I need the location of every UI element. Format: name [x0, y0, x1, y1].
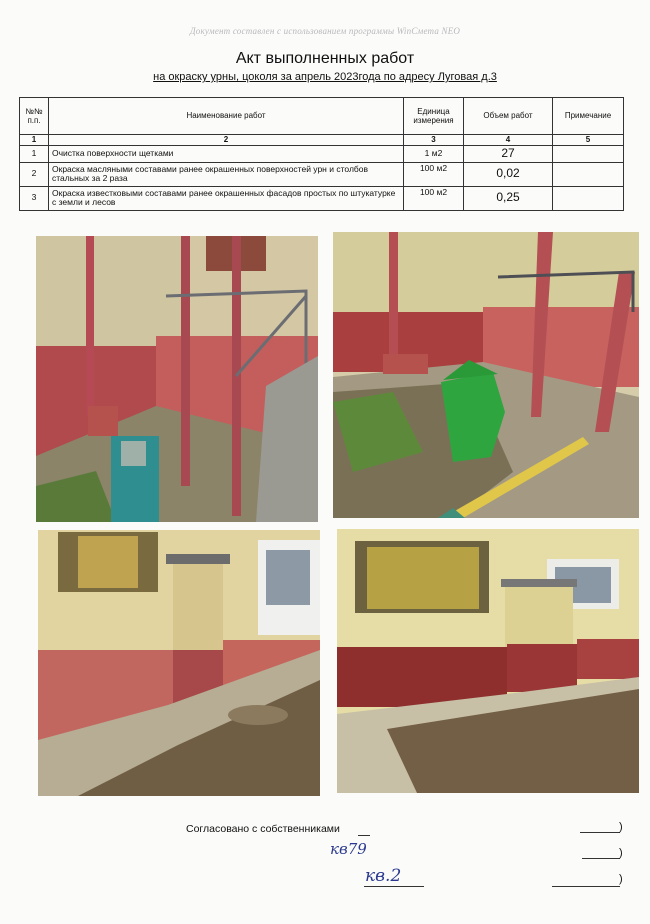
col-number: 5 — [553, 135, 624, 146]
table-header-row — [20, 98, 624, 135]
handwritten-apartment-2: кв.2 — [365, 866, 402, 886]
photo-porch-urn-left — [36, 236, 318, 522]
col-number: 4 — [464, 135, 553, 146]
column-numbers-row — [20, 135, 624, 146]
photo-porch-urn-right — [333, 232, 639, 518]
row-volume: 0,02 — [464, 162, 553, 186]
col-number: 1 — [20, 135, 49, 146]
table-row — [20, 162, 624, 186]
signature-line-2 — [582, 858, 620, 859]
photo-wall-corner-left — [38, 530, 320, 796]
row-volume: 0,25 — [464, 186, 553, 210]
signature-paren-3: ) — [619, 873, 623, 885]
document-subtitle: на окраску урны, цоколя за апрель 2023года по адресу Луговая д.3 — [153, 71, 497, 83]
handwritten-apartment-1: кв79 — [330, 840, 367, 858]
row-note — [553, 186, 624, 210]
signature-line-3 — [364, 886, 424, 887]
header-num: №№ п.п. — [20, 98, 49, 135]
signature-paren-1: ) — [619, 821, 623, 833]
row-num: 1 — [20, 146, 49, 163]
row-unit: 1 м2 — [404, 146, 464, 163]
works-table — [19, 97, 624, 211]
row-name: Окраска масляными составами ранее окрашенных поверхностей урн и столбов стальных за 2 раза — [49, 162, 404, 186]
signature-paren-2: ) — [619, 847, 623, 859]
software-watermark: Документ составлен с использованием программы WinСмета NEO — [189, 26, 461, 36]
row-name: Окраска известковыми составами ранее окрашенных фасадов простых по штукатурке с земли и лесов — [49, 186, 404, 210]
table-row — [20, 186, 624, 210]
col-number: 2 — [49, 135, 404, 146]
row-note — [553, 146, 624, 163]
row-num: 3 — [20, 186, 49, 210]
header-note: Примечание — [553, 98, 624, 135]
table-row — [20, 146, 624, 163]
header-unit: Единица измерения — [404, 98, 464, 135]
header-volume: Объем работ — [464, 98, 553, 135]
row-name: Очистка поверхности щетками — [49, 146, 404, 163]
row-unit: 100 м2 — [404, 186, 464, 210]
row-num: 2 — [20, 162, 49, 186]
row-volume: 27 — [464, 146, 553, 163]
photo-wall-corner-right — [337, 529, 639, 793]
row-note — [553, 162, 624, 186]
row-unit: 100 м2 — [404, 162, 464, 186]
header-name: Наименование работ — [49, 98, 404, 135]
col-number: 3 — [404, 135, 464, 146]
signature-line-1-end — [580, 832, 620, 833]
signature-line-1 — [358, 835, 370, 836]
agreed-with-owners-label: Согласовано с собственниками — [186, 823, 340, 835]
document-title: Акт выполненных работ — [235, 50, 415, 67]
signature-line-3-end — [552, 886, 620, 887]
